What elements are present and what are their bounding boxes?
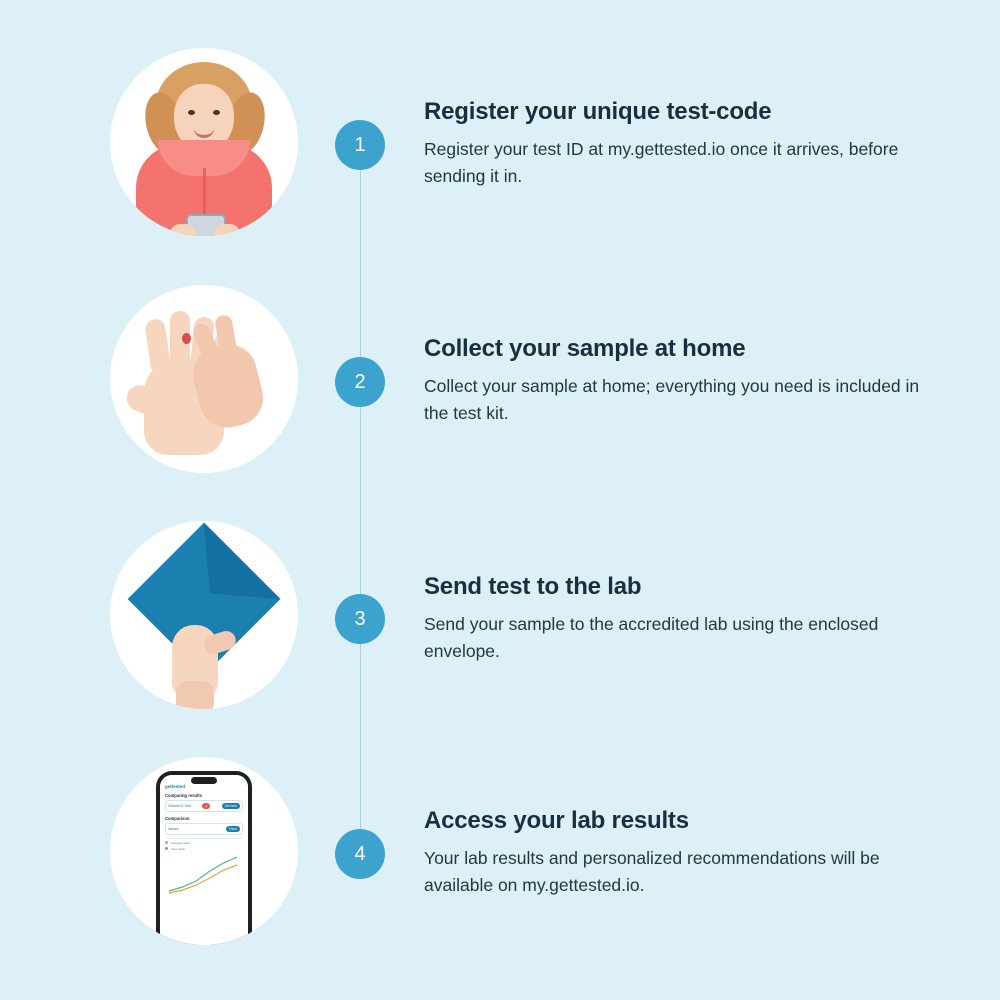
list-item <box>0 521 1000 721</box>
app-tab-values: Values <box>168 827 179 831</box>
app-result-label: Vitamin D Test <box>168 804 192 808</box>
app-comparison-title: Comparison <box>165 816 190 821</box>
legend-your-label: Your value <box>171 847 186 851</box>
step-description: Your lab results and personalized recommendations will be available on my.gettested.io. <box>424 848 880 896</box>
app-result-card <box>165 800 243 812</box>
chart-lines <box>165 851 243 895</box>
step-description: Register your test ID at my.gettested.io once it arrives, before sending it in. <box>424 139 899 187</box>
hand-holding-blue-envelope-photo <box>110 521 298 709</box>
phone-notch <box>191 777 217 784</box>
step-description: Send your sample to the accredited lab using the enclosed envelope. <box>424 614 879 662</box>
list-item <box>0 48 1000 248</box>
step-text <box>424 807 944 899</box>
step-text <box>424 335 944 427</box>
step-number-badge: 4 <box>335 829 385 879</box>
legend-your-dot <box>165 847 168 850</box>
step-text <box>424 98 944 190</box>
phone-screen <box>160 775 248 945</box>
hand-left-shape <box>170 224 196 236</box>
step-number-badge: 3 <box>335 594 385 644</box>
app-result-count: 1 <box>202 803 210 809</box>
legend-average-dot <box>165 841 168 844</box>
blood-drop-shape <box>182 333 191 344</box>
wrist-shape <box>176 681 214 709</box>
app-result-action: Get here <box>222 803 240 809</box>
step-title: Register your unique test-code <box>424 98 772 125</box>
step-number-badge: 2 <box>335 357 385 407</box>
envelope-flap-shape <box>171 523 280 632</box>
smartphone-shape <box>156 771 252 945</box>
eye-left-shape <box>188 110 195 115</box>
step-number-badge: 1 <box>335 120 385 170</box>
woman-with-phone-photo <box>110 48 298 236</box>
hand-right-shape <box>214 224 240 236</box>
phone-showing-lab-results-photo <box>110 757 298 945</box>
step-text <box>424 573 944 665</box>
step-title: Collect your sample at home <box>424 335 746 362</box>
app-section-title: Comparing results <box>165 793 202 798</box>
hands-finger-prick-photo <box>110 285 298 473</box>
step-title: Send test to the lab <box>424 573 642 600</box>
list-item <box>0 757 1000 957</box>
app-tabs <box>165 823 243 835</box>
step-description: Collect your sample at home; everything you need is included in the test kit. <box>424 376 920 424</box>
app-tab-trend: Trend <box>226 826 240 832</box>
app-trend-chart <box>165 838 243 895</box>
list-item <box>0 285 1000 485</box>
app-logo: gettested <box>165 784 186 789</box>
eye-right-shape <box>213 110 220 115</box>
step-title: Access your lab results <box>424 807 689 834</box>
legend-average-label: Average value <box>171 841 191 845</box>
